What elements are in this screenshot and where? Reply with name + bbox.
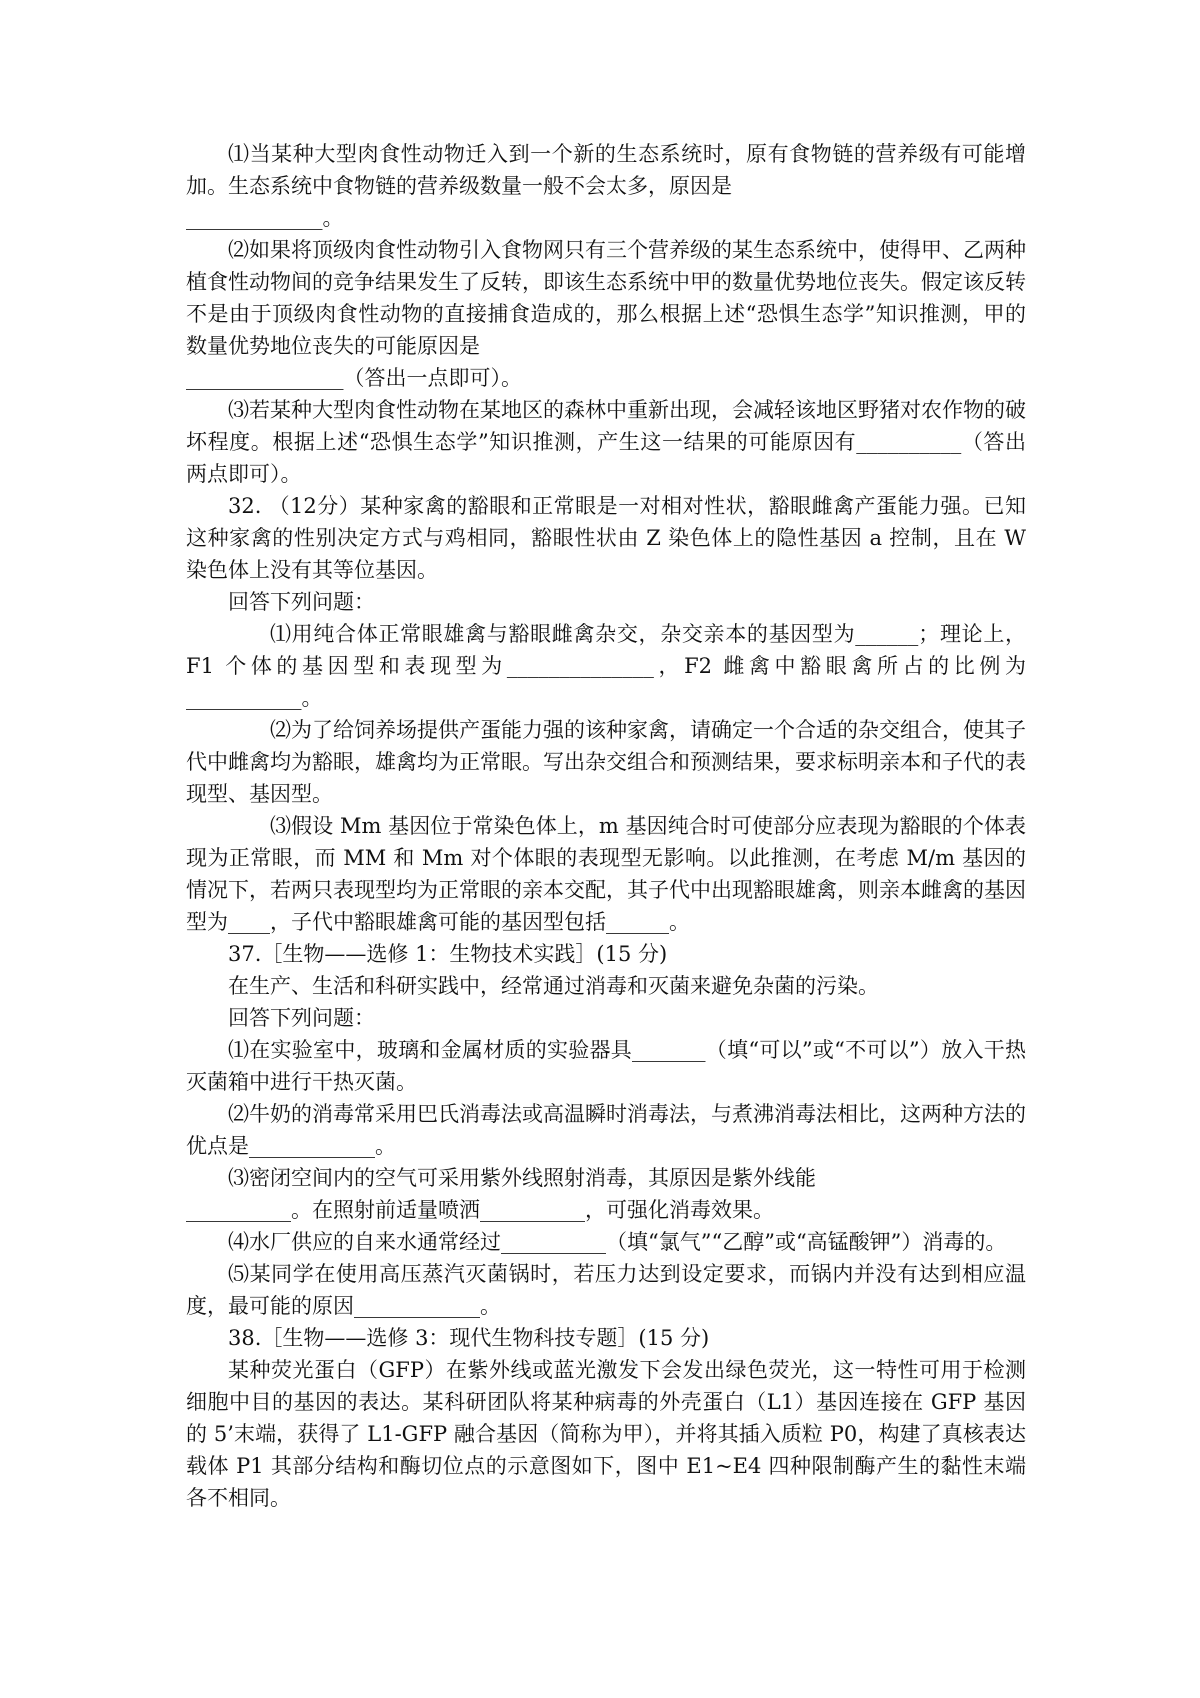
q31-part2: ⑵如果将顶级肉食性动物引入食物网只有三个营养级的某生态系统中，使得甲、乙两种植食性动物间的竞争结果发生了反转，即该生态系统中甲的数量优势地位丧失。假定该反转不是由于顶级肉食性动物的直接捕食造成的，那么根据上述“恐惧生态学”知识推测，甲的数量优势地位丧失的可能原因是 (186, 238, 1026, 358)
document-page (186, 138, 1026, 1514)
q38-stem: 某种荧光蛋白（GFP）在紫外线或蓝光激发下会发出绿色荧光，这一特性可用于检测细胞中目的基因的表达。某科研团队将某种病毒的外壳蛋白（L1）基因连接在 GFP 基因的 5’末端，获得了 L1-GFP 融合基因（简称为甲），并将其插入质粒 P0，构建了真核表达载体 P1 其部分结构和酶切位点的示意图如下，图中 E1~E4 四种限制酶产生的黏性末端各不相同。 (186, 1358, 1026, 1510)
q32-part3: ⑶假设 Mm 基因位于常染色体上，m 基因纯合时可使部分应表现为豁眼的个体表现为正常眼，而 MM 和 Mm 对个体眼的表现型无影响。以此推测，在考虑 M/m 基因的情况下，若两只表现型均为正常眼的亲本交配，其子代中出现豁眼雄禽，则亲本雌禽的基因型为____，子代中豁眼雄禽可能的基因型包括______。 (186, 814, 1026, 934)
q32-part2: ⑵为了给饲养场提供产蛋能力强的该种家禽，请确定一个合适的杂交组合，使其子代中雌禽均为豁眼，雄禽均为正常眼。写出杂交组合和预测结果，要求标明亲本和子代的表现型、基因型。 (186, 718, 1026, 806)
q37-part3-blank: __________。在照射前适量喷洒__________，可强化消毒效果。 (186, 1198, 774, 1222)
q37-part2: ⑵牛奶的消毒常采用巴氏消毒法或高温瞬时消毒法，与煮沸消毒法相比，这两种方法的优点是____________。 (186, 1102, 1026, 1158)
q31-part1: ⑴当某种大型肉食性动物迁入到一个新的生态系统时，原有食物链的营养级有可能增加。生态系统中食物链的营养级数量一般不会太多，原因是 (186, 142, 1026, 198)
q37-prompt: 回答下列问题： (228, 1006, 375, 1030)
q37-part1: ⑴在实验室中，玻璃和金属材质的实验器具_______（填“可以”或“不可以”）放入干热灭菌箱中进行干热灭菌。 (186, 1038, 1026, 1094)
q31-part3: ⑶若某种大型肉食性动物在某地区的森林中重新出现，会减轻该地区野猪对农作物的破坏程度。根据上述“恐惧生态学”知识推测，产生这一结果的可能原因有__________（答出两点即可）。 (186, 398, 1026, 486)
q32-stem: 32. （12分）某种家禽的豁眼和正常眼是一对相对性状，豁眼雌禽产蛋能力强。已知这种家禽的性别决定方式与鸡相同，豁眼性状由 Z 染色体上的隐性基因 a 控制，且在 W 染色体上没有其等位基因。 (186, 494, 1026, 582)
q32-prompt: 回答下列问题： (228, 590, 375, 614)
q31-part1-blank: _____________。 (186, 206, 344, 230)
q37-heading: 37.［生物——选修 1：生物技术实践］(15 分) (228, 942, 668, 966)
q37-stem: 在生产、生活和科研实践中，经常通过消毒和灭菌来避免杂菌的污染。 (228, 974, 879, 998)
q32-part1: ⑴用纯合体正常眼雄禽与豁眼雌禽杂交，杂交亲本的基因型为______；理论上，F1 个体的基因型和表现型为______________，F2 雌禽中豁眼禽所占的比例为___________。 (186, 622, 1026, 710)
q37-part3: ⑶密闭空间内的空气可采用紫外线照射消毒，其原因是紫外线能 (228, 1166, 816, 1190)
q37-part4: ⑷水厂供应的自来水通常经过__________（填“氯气”“乙醇”或“高锰酸钾”）消毒的。 (228, 1230, 1007, 1254)
q38-heading: 38.［生物——选修 3：现代生物科技专题］(15 分) (228, 1326, 710, 1350)
q31-part2-blank: _______________（答出一点即可）。 (186, 366, 522, 390)
q37-part5: ⑸某同学在使用高压蒸汽灭菌锅时，若压力达到设定要求，而锅内并没有达到相应温度，最可能的原因____________。 (186, 1262, 1026, 1318)
